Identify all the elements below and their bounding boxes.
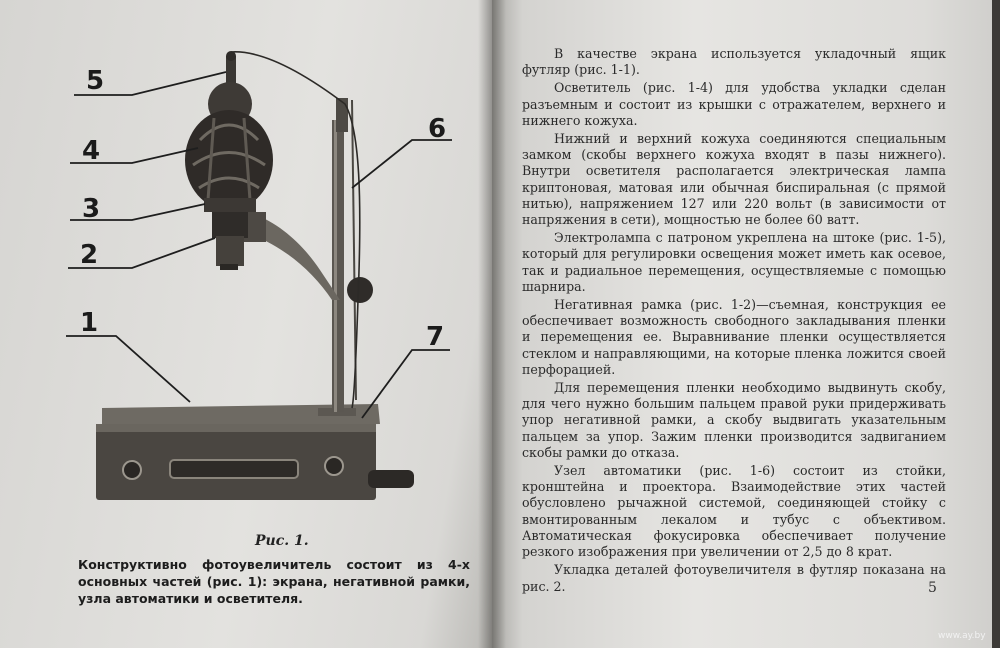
body-text: [522, 46, 946, 597]
paragraph: Укладка деталей фотоувеличителя в футляр показана на рис. 2.: [522, 562, 946, 594]
case-box: [96, 404, 414, 500]
paragraph: В качестве экрана используется укладочный ящик футляр (рис. 1-1).: [522, 46, 946, 78]
column-stand: [318, 98, 373, 416]
page-number: 5: [928, 580, 937, 596]
paragraph: Нижний и верхний кожуха соединяются специальным замком (скобы верхнего кожуха входят в пазы нижнего). Внутри осветителя располагается электрическая лампа криптоновая, матовая или обычная биспиральная (с прямой нитью), напряжением 127 или 220 вольт (в зависимости от напряжения в сети), мощностью не более 60 ватт.: [522, 131, 946, 228]
book-edge: [992, 0, 1000, 648]
paragraph: Негативная рамка (рис. 1-2)—съемная, конструкция ее обеспечивает возможность свободного закладывания пленки и перемещения ее. Выравнивание пленки осуществляется стеклом и направляющими, на которые пленка ложится своей перфорацией.: [522, 297, 946, 377]
callout-label: 3: [82, 194, 101, 224]
callout-label: 6: [428, 114, 447, 144]
watermark: www.ay.by: [938, 631, 986, 641]
callout-label: 2: [80, 240, 99, 270]
figure-caption: Рис. 1.: [255, 533, 309, 549]
paragraph: Узел автоматики (рис. 1-6) состоит из стойки, кронштейна и проектора. Взаимодействие этих частей обусловлено рычажной системой, соединяющей стойку с вмонтированным лекалом и тубус с объективом. Автоматическая фокусировка обеспечивает получение резкого изображения при увеличении от 2,5 до 8 крат.: [522, 463, 946, 560]
callout-label: 1: [80, 308, 99, 338]
book-gutter: [478, 0, 506, 648]
arm-bracket: [238, 210, 340, 300]
callout-label: 4: [82, 136, 101, 166]
enlarger-illustration: [0, 0, 492, 540]
figure-description: Конструктивно фотоувеличитель состоит из 4-х основных частей (рис. 1): экрана, негативной рамки, узла автоматики и осветителя.: [78, 557, 470, 606]
right-page: [492, 0, 1000, 648]
paragraph: Для перемещения пленки необходимо выдвинуть скобу, для чего нужно большим пальцем правой руки придерживать упор негативной рамки, а скобу выдвигать указательным пальцем за упор. Зажим пленки производится задвиганием скобы рамки до отказа.: [522, 380, 946, 460]
left-page: [0, 0, 492, 648]
callout-label: 5: [86, 66, 105, 96]
paragraph: Осветитель (рис. 1-4) для удобства укладки сделан разъемным и состоит из крышки с отражателем, верхнего и нижнего кожуха.: [522, 80, 946, 128]
paragraph: Электролампа с патроном укреплена на штоке (рис. 1-5), который для регулировки освещения может иметь как осевое, так и радиальное перемещения, осуществляемые с помощью шарнира.: [522, 230, 946, 294]
callout-label: 7: [426, 322, 445, 352]
